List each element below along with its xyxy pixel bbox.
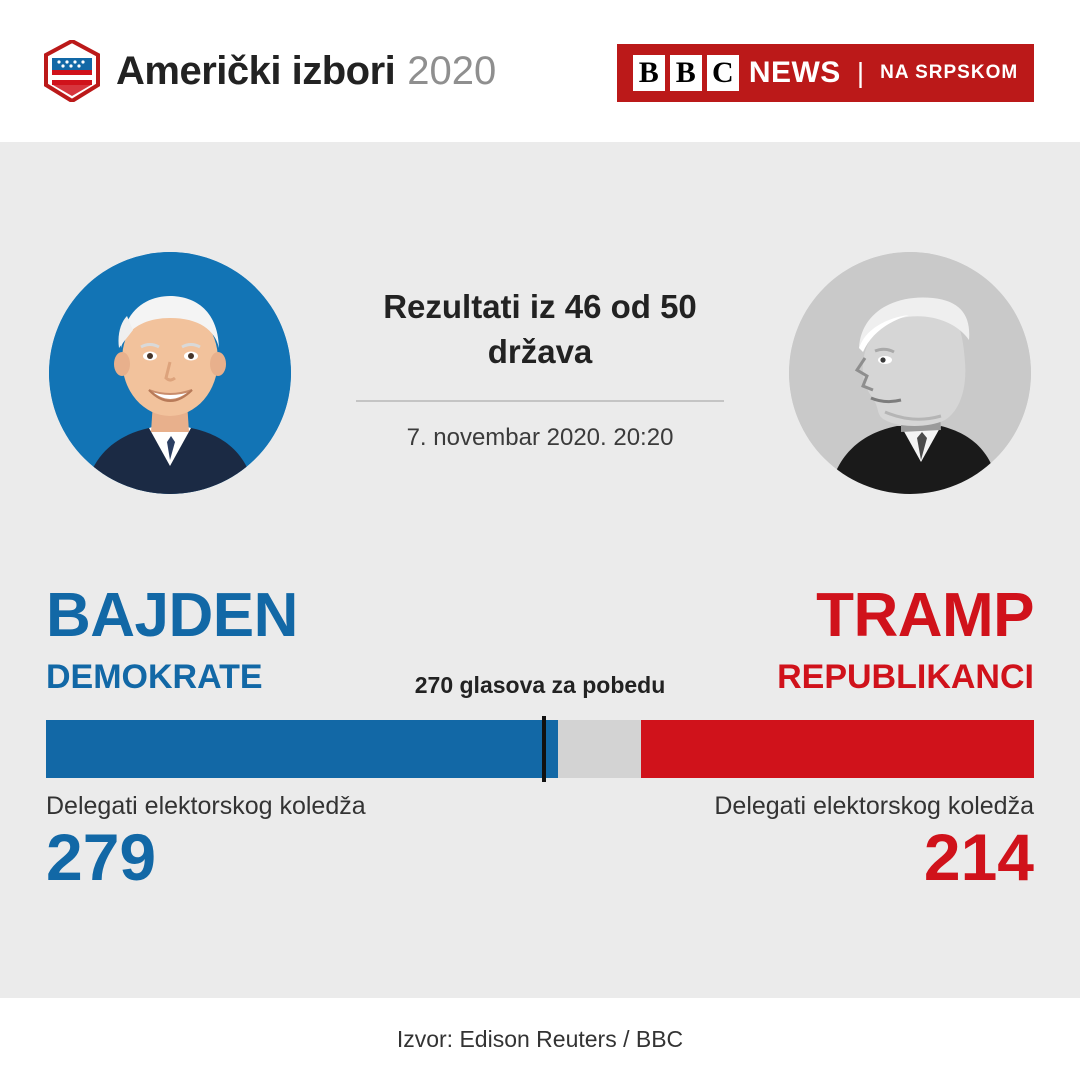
- header-brand: [44, 40, 496, 102]
- bbc-letter-b1: B: [633, 55, 665, 91]
- results-status: [330, 285, 750, 452]
- header-bar: [0, 0, 1080, 142]
- divider: [356, 400, 724, 402]
- bbc-divider: |: [856, 57, 865, 88]
- biden-photo: [49, 252, 291, 494]
- delegates-right-label: Delegati elektorskog koledža: [714, 792, 1034, 820]
- candidate-right-name: TRAMP: [816, 581, 1034, 650]
- page-title-year: 2020: [407, 48, 497, 93]
- candidate-left-name: BAJDEN: [46, 581, 298, 650]
- delegates-right: [714, 792, 1034, 892]
- us-shield-icon: [44, 40, 100, 102]
- bar-segment-democrat: [46, 720, 558, 778]
- bbc-letters: [633, 55, 739, 91]
- bbc-letter-b2: B: [670, 55, 702, 91]
- source-text: Izvor: Edison Reuters / BBC: [396, 1025, 684, 1052]
- electoral-vote-bar: [46, 720, 1034, 778]
- candidate-right-party: REPUBLIKANCI: [777, 658, 1034, 696]
- delegates-left: [46, 792, 366, 892]
- results-timestamp: 7. novembar 2020. 20:20: [406, 424, 674, 452]
- delegates-left-label: Delegati elektorskog koledža: [46, 792, 366, 820]
- delegates-right-count: 214: [923, 820, 1034, 894]
- bbc-news-logo[interactable]: [617, 44, 1034, 102]
- bbc-news-word: NEWS: [748, 56, 841, 89]
- page-title: Američki izbori: [116, 48, 396, 93]
- trump-photo: [789, 252, 1031, 494]
- bbc-service-name: NA SRPSKOM: [880, 62, 1019, 83]
- delegates-left-count: 279: [46, 820, 157, 894]
- footer-bar: [0, 998, 1080, 1080]
- candidate-left-party: DEMOKRATE: [46, 658, 263, 696]
- bbc-letter-c: C: [707, 55, 739, 91]
- threshold-label: 270 glasova za pobedu: [414, 672, 666, 698]
- bar-segment-republican: [641, 720, 1034, 778]
- results-title: Rezultati iz 46 od 50 država: [383, 288, 697, 370]
- threshold-marker: [542, 716, 546, 782]
